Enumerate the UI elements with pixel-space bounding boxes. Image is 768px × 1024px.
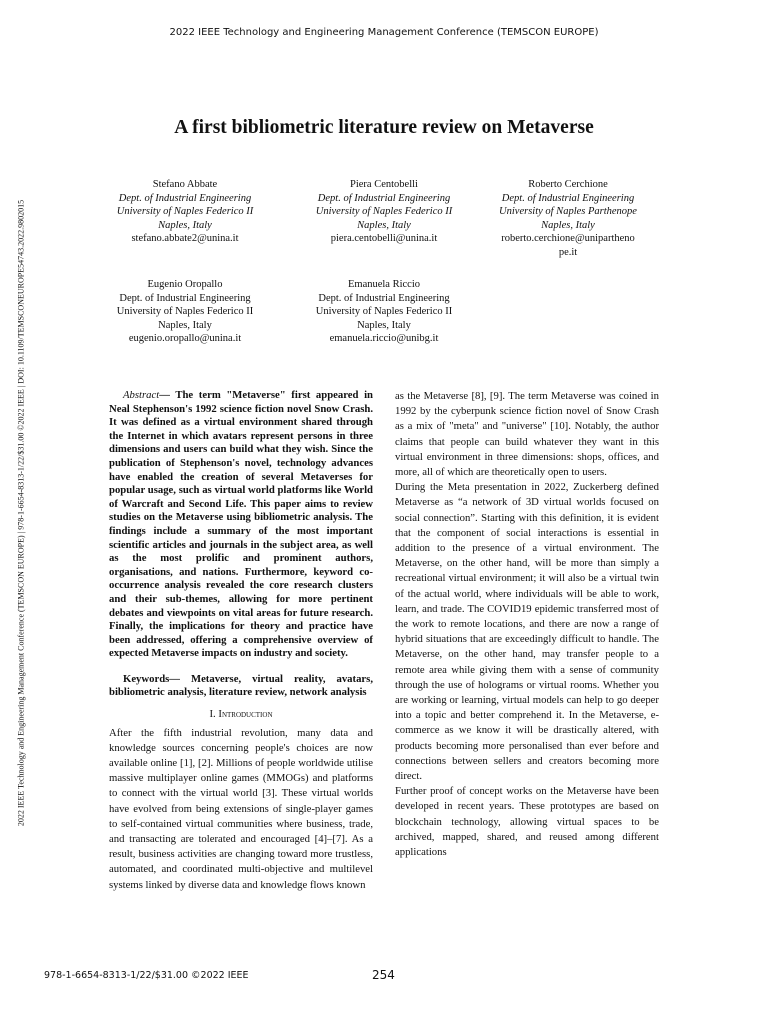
author-univ: University of Naples Federico II [315, 306, 453, 317]
conference-header: 2022 IEEE Technology and Engineering Management Conference (TEMSCON EUROPE) [169, 27, 599, 38]
author-city: Naples, Italy [357, 219, 411, 231]
author-city: Naples, Italy [158, 319, 212, 331]
author-block [294, 278, 474, 346]
author-dept: Dept. of Industrial Engineering [317, 192, 451, 204]
section-title: Introduction [218, 708, 273, 721]
author-dept: Dept. of Industrial Engineering [501, 192, 635, 204]
body-paragraph: as the Metaverse [8], [9]. The term Metaverse was coined in 1992 by the cyberpunk science fiction novel of Snow Crash as a mix of "meta" and "universe" [10]. Notably, the author claims that people can build whatever they want in this virtual environment in three dimensions: shops, offices, and more, all of which are theoretically open to users. [395, 390, 659, 479]
author-dept: Dept. of Industrial Engineering [118, 192, 252, 204]
author-univ: University of Naples Federico II [315, 206, 453, 217]
keywords: Keywords— Metaverse, virtual reality, avatars, bibliometric analysis, literature review, network analysis [109, 672, 373, 699]
author-name: Eugenio Oropallo [147, 279, 223, 290]
section-number: I. [209, 708, 216, 721]
author-email: eugenio.oropallo@unina.it [128, 333, 242, 344]
author-name: Roberto Cerchione [528, 179, 608, 190]
author-univ: University of Naples Federico II [116, 306, 254, 317]
author-name: Piera Centobelli [350, 179, 418, 190]
author-name: Stefano Abbate [152, 179, 218, 190]
side-citation [15, 130, 27, 895]
paper-title: A first bibliometric literature review on Metaverse [174, 117, 594, 138]
author-email: stefano.abbate2@unina.it [131, 233, 239, 244]
author-email: roberto.cerchione@unipartheno pe.it [501, 233, 635, 258]
abstract-text: — The term "Metaverse" first appeared in Neal Stephenson's 1992 science fiction novel Snow Crash. It was defined as a virtual environment shared through the Internet in which avatars represent persons in three dimensions and users can build what they wish. Since the publication of Stephenson's novel, technology advances have enabled the creation of several Metaverses for popular usage, such as virtual world platforms like World of Warcraft and Second Life. This paper aims to review studies on the Metaverse using bibliometric analysis. The findings include a summary of the most important scientific articles and journals in the subject area, as well as the most prolific and prominent authors, organisations, and nations. Furthermore, keyword co-occurrence analysis revealed the core research clusters and their sub-themes, allowing for more pertinent debates and viewpoints on vital areas for future research. Finally, the implications for theory and practice have been addressed, offering a comprehensive overview of expected Metaverse impacts on industry and society. [109, 389, 373, 660]
author-city: Naples, Italy [357, 319, 411, 331]
author-email: emanuela.riccio@unibg.it [329, 333, 439, 344]
intro-paragraph: After the fifth industrial revolution, many data and knowledge sources concerning people's choices are now available online [1], [2]. Millions of people worldwide utilise massive multiplayer online games (MMOGs) and platforms to connect with the virtual world [3]. These virtual worlds have evolved from being extensions of single-player games to self-contained virtual communities where business, trade, and transacting are tolerated and encouraged [4]–[7]. As a result, business activities are changing toward more trustless, automated, and coordinated multi-objective and multilevel systems linked by diverse data and knowledge flows known [109, 726, 373, 891]
footer-copyright: 978-1-6654-8313-1/22/$31.00 ©2022 IEEE [44, 970, 249, 981]
author-city: Naples, Italy [541, 219, 595, 231]
author-city: Naples, Italy [158, 219, 212, 231]
author-block [294, 178, 474, 246]
body-paragraph: During the Meta presentation in 2022, Zuckerberg defined Metaverse as “a network of 3D virtual worlds focused on social connection”. Starting with this definition, it is evident that the component of social interactions is essential in addition to the presence of a virtual environment. The Metaverse, on the other hand, will be more than simply a recreational virtual environment; it will also be a virtual twin of the actual world, where individuals will be able to work, learn, and trade. The COVID19 epidemic transferred most of the work to remote locations, and there are now a range of hybrid situations that are exceedingly difficult to handle. The Metaverse, on the other hand, may transfer people to a remote area while giving them with a sense of community through the use of holograms or virtual rooms. Whether you are working or learning, virtual models can help to go deeper into a topic and better comprehend it. In the Metaverse, e-commerce as we know it will be drastically altered, with products becoming more personalised than ever before and connections between sellers and creators becoming more direct. [395, 481, 659, 783]
body-paragraph: Further proof of concept works on the Metaverse have been developed in recent years. These prototypes are based on blockchain technology, allowing virtual spaces to be archived, mapped, shared, and reused among different applications [395, 785, 659, 859]
abstract [109, 389, 373, 661]
author-univ: University of Naples Federico II [116, 206, 254, 217]
author-dept: Dept. of Industrial Engineering [119, 292, 251, 304]
author-block [95, 178, 275, 246]
author-univ: University of Naples Parthenope [499, 206, 637, 217]
author-block [95, 278, 275, 346]
page-number: 254 [372, 968, 395, 982]
author-email: piera.centobelli@unina.it [330, 233, 438, 244]
side-citation-text: 2022 IEEE Technology and Engineering Management Conference (TEMSCON EUROPE) | 978-1-6654-8313-1/22/$31.00 ©2022 IEEE | DOI: 10.1109/TEMSCONEUROPE54743.2022.9802015 [16, 199, 26, 826]
section-heading [109, 708, 373, 722]
author-name: Emanuela Riccio [347, 279, 420, 290]
left-column [109, 389, 373, 893]
abstract-label: Abstract [123, 389, 160, 401]
author-dept: Dept. of Industrial Engineering [318, 292, 450, 304]
right-column [395, 389, 659, 860]
author-block [493, 178, 643, 259]
